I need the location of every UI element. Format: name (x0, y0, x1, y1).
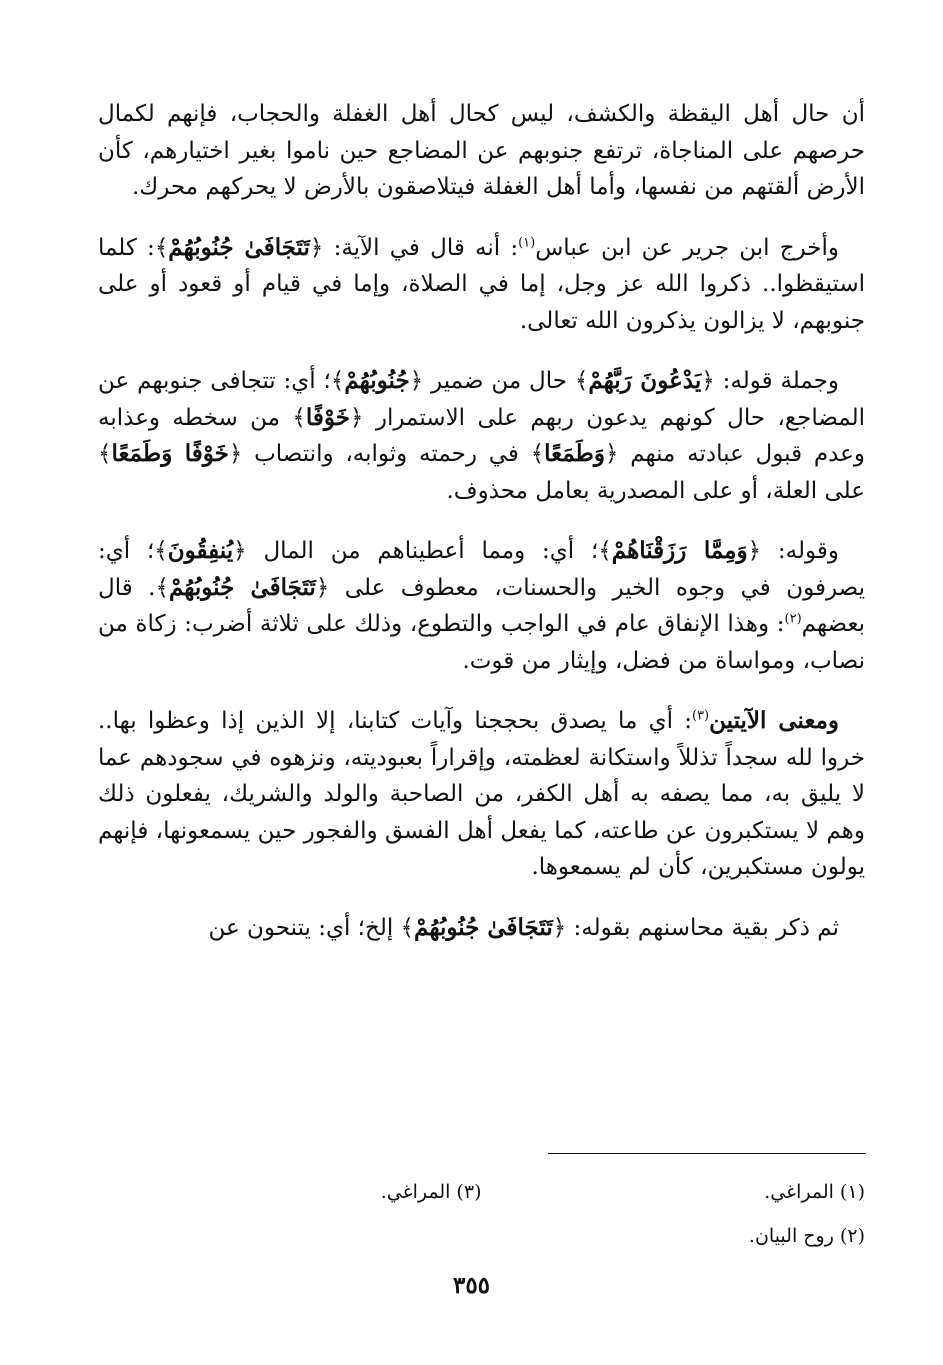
quran-quote: ﴿ خَوْفًا وَطَمَعًا ﴾ (98, 440, 242, 467)
footnote-divider (548, 1153, 866, 1154)
paragraph-text: ؛ أي: تتجافى جنوبهم عن المضاجع، حال كونهم يدعون ربهم على الاستمرار (98, 368, 865, 431)
quran-quote: ﴿ تَتَجَافَىٰ جُنُوبُهُمْ ﴾ (155, 574, 329, 601)
quran-quote: ﴿ وَمِمَّا رَزَقْنَاهُمْ ﴾ (598, 537, 761, 564)
paragraph-text: أن حال أهل اليقظة والكشف، ليس كحال أهل الغفلة والحجاب، فإنهم لكمال حرصهم على المناجاة، ترتفع جنوبهم عن المضاجع حين ناموا بغير اختيارهم، كأن الأرض ألقتهم من نفسها، وأما أهل الغفلة فيتلاصقون بالأرض لا يحركهم محرك. (98, 101, 865, 200)
quran-quote: ﴿ تَتَجَافَىٰ جُنُوبُهُمْ ﴾ (401, 914, 567, 941)
paragraph-text: : أي ما يصدق بحججنا وآيات كتابنا، إلا الذين إذا وعظوا بها.. خروا لله سجداً تذللاً واستكانة لعظمته، وإقراراً بعبوديته، ونزهوه في سجودهم عما لا يليق به، مما يصفه به أهل الكفر، من الصاحبة والولد والشريك، يفعلون ذلك وهم لا يستكبرون عن طاعته، كما يفعل أهل الفسق والفجور حين يسمعونها، فإنهم يولون مستكبرين، كأن لم يسمعوها. (98, 708, 865, 880)
paragraph-text: : وهذا الإنفاق عام في الواجب والتطوع، وذلك على ثلاثة أضرب: زكاة من نصاب، ومواساة من فضل، وإيثار من قوت. (98, 611, 865, 674)
quran-quote: ﴿ خَوْفًا ﴾ (292, 404, 363, 431)
quran-quote: ﴿ يَدْعُونَ رَبَّهُمْ ﴾ (575, 367, 715, 394)
paragraph-text: ؛ أي: ومما أعطيناهم من المال (246, 538, 599, 564)
quran-quote: ﴿ تَتَجَافَىٰ جُنُوبُهُمْ ﴾ (155, 234, 324, 261)
footnote-ref-3: (٣) (691, 708, 710, 724)
paragraph-text: : أنه قال في الآية: (323, 234, 519, 261)
quran-quote: ﴿ يُنفِقُونَ ﴾ (154, 537, 246, 564)
paragraph-text: وجملة قوله: (714, 368, 840, 394)
paragraph-text: . قال بعضهم (98, 574, 865, 637)
footnote-row (98, 1214, 865, 1258)
paragraph-text: من سخطه وعذابه وعدم قبول عبادته منهم (98, 404, 865, 467)
quran-quote: ﴿ وَطَمَعًا ﴾ (531, 440, 619, 467)
paragraph-3 (98, 363, 865, 509)
bold-heading-text: ومعنى الآيتين (709, 707, 839, 734)
footnote-1: (١) المراغي. (764, 1181, 865, 1203)
paragraph-6 (98, 910, 865, 947)
paragraph-text: وأخرج ابن جرير عن ابن عباس (535, 234, 840, 261)
page-number: ٣٥٥ (452, 1272, 491, 1299)
paragraph-text: ؛ أي: يصرفون في وجوه الخير والحسنات، معطوف على (98, 538, 866, 601)
footnote-ref-1: (١) (518, 234, 536, 250)
paragraph-text: في رحمته وثوابه، وانتصاب (242, 441, 531, 467)
footnote-3: (٣) المراغي. (380, 1181, 482, 1203)
paragraph-2 (98, 230, 865, 340)
quran-quote: ﴿ جُنُوبُهُمْ ﴾ (331, 367, 423, 394)
footnote-2: (٢) روح البيان. (748, 1225, 865, 1247)
footnote-ref-2: (٢) (784, 611, 802, 627)
paragraph-text: إلخ؛ أي: يتنحون عن (208, 914, 401, 941)
paragraph-text: ثم ذكر بقية محاسنهم بقوله: (566, 914, 839, 941)
paragraph-text: وقوله: (761, 538, 839, 564)
paragraph-5 (98, 703, 865, 886)
paragraph-1 (98, 96, 865, 206)
footnote-row (98, 1170, 865, 1214)
paragraph-4 (98, 533, 865, 679)
page-body (98, 96, 865, 970)
paragraph-text: : كلما استيقظوا.. ذكروا الله عز وجل، إما في الصلاة، وإما في قيام أو قعود أو على جنوبهم، لا يزالون يذكرون الله تعالى. (98, 234, 865, 334)
paragraph-text: حال من ضمير (423, 368, 575, 394)
footnotes (98, 1170, 865, 1258)
paragraph-text: على العلة، أو على المصدرية بعامل محذوف. (446, 477, 865, 504)
